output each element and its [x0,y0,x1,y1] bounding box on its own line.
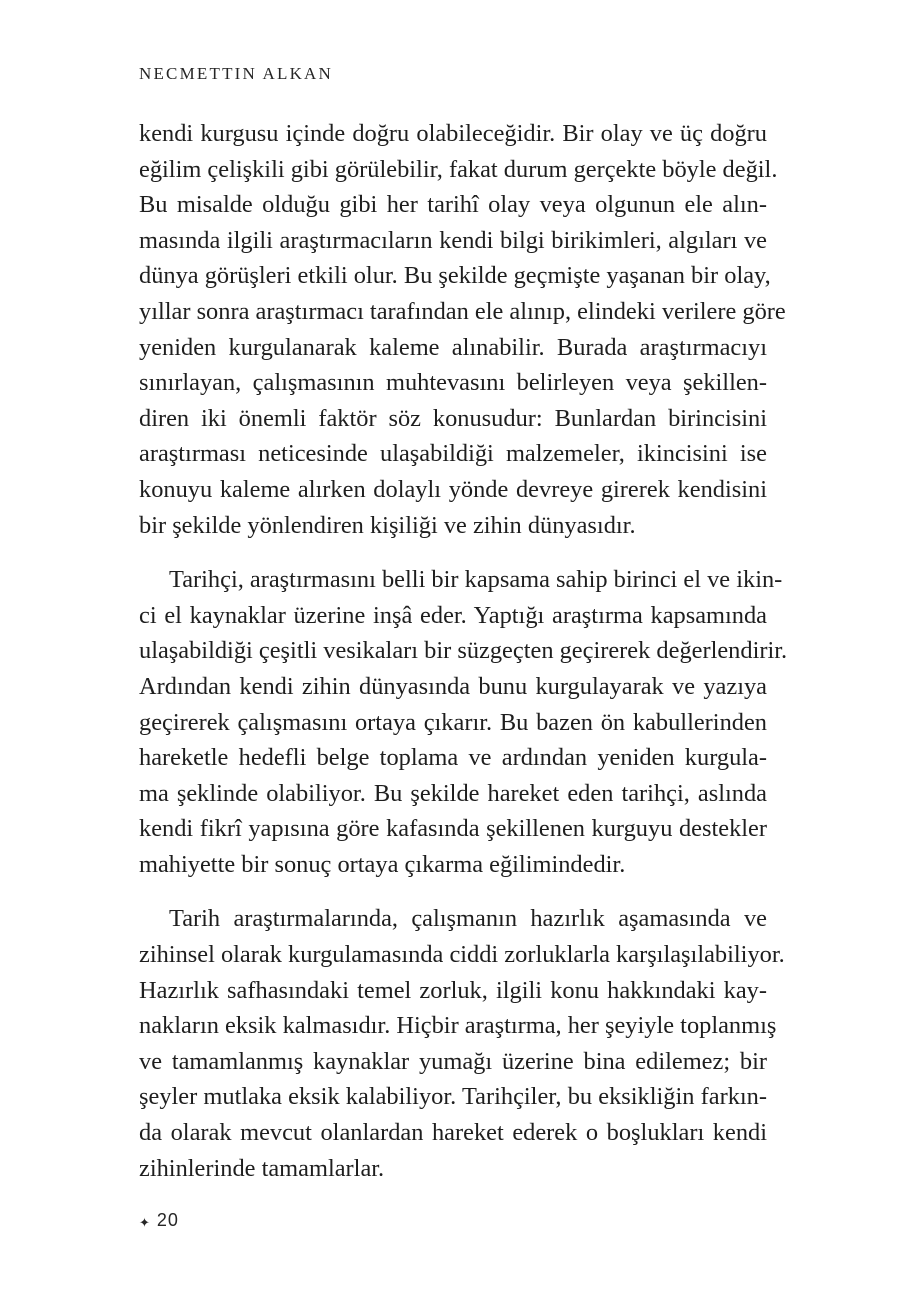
text-line: ma şeklinde olabiliyor. Bu şekilde hareket eden tarihçi, aslında [139,779,767,807]
text-line: ulaşabildiği çeşitli vesikaları bir süzgeçten geçirerek değerlendirir. [139,637,788,665]
text-line: zihinsel olarak kurgulamasında ciddi zorluklarla karşılaşılabiliyor. [139,941,785,969]
paragraph-3 [139,901,785,1186]
ornament-star-icon: ✦ [139,1214,151,1230]
text-line: da olarak mevcut olanlardan hareket ederek o boşlukları kendi [139,1119,767,1147]
body-text [139,116,788,1205]
running-head: NECMETTIN ALKAN [139,64,334,83]
text-line: masında ilgili araştırmacıların kendi bilgi birikimleri, algıları ve [139,226,767,254]
page-number: 20 [156,1210,179,1230]
text-line: zihinlerinde tamamlarlar. [139,1154,385,1182]
text-line: geçirerek çalışmasını ortaya çıkarır. Bu bazen ön kabullerinden [139,708,767,736]
text-line: araştırması neticesinde ulaşabildiği malzemeler, ikincisini ise [139,440,767,468]
text-line: yıllar sonra araştırmacı tarafından ele alınıp, elindeki verilere göre [139,297,786,325]
page-footer [139,1210,179,1231]
text-line: ci el kaynaklar üzerine inşâ eder. Yaptığı araştırma kapsamında [139,601,767,629]
text-line: bir şekilde yönlendiren kişiliği ve zihin dünyasıdır. [139,511,636,539]
text-line: kendi kurgusu içinde doğru olabileceğidir. Bir olay ve üç doğru [139,120,767,147]
text-line: sınırlayan, çalışmasının muhtevasını belirleyen veya şekillen- [139,369,767,397]
paragraph-1 [139,116,786,543]
text-line: Ardından kendi zihin dünyasında bunu kurgulayarak ve yazıya [139,672,767,700]
text-line: ve tamamlanmış kaynaklar yumağı üzerine bina edilemez; bir [139,1047,767,1075]
text-line: şeyler mutlaka eksik kalabiliyor. Tarihçiler, bu eksikliğin farkın- [139,1083,767,1111]
text-line: Tarihçi, araştırmasını belli bir kapsama sahip birinci el ve ikin- [169,566,783,594]
text-line: eğilim çelişkili gibi görülebilir, fakat durum gerçekte böyle değil. [139,155,778,183]
text-line: hareketle hedefli belge toplama ve ardından yeniden kurgula- [139,744,767,772]
text-line: diren iki önemli faktör söz konusudur: Bunlardan birincisini [139,404,767,432]
text-line: dünya görüşleri etkili olur. Bu şekilde geçmişte yaşanan bir olay, [139,262,771,290]
text-line: kendi fikrî yapısına göre kafasında şekillenen kurguyu destekler [139,815,767,843]
text-line: Bu misalde olduğu gibi her tarihî olay veya olgunun ele alın- [139,191,767,219]
text-line: yeniden kurgulanarak kaleme alınabilir. Burada araştırmacıyı [139,333,767,361]
text-line: Hazırlık safhasındaki temel zorluk, ilgili konu hakkındaki kay- [139,976,767,1004]
text-line: konuyu kaleme alırken dolaylı yönde devreye girerek kendisini [139,475,767,503]
paragraph-2 [139,562,788,882]
text-line: mahiyette bir sonuç ortaya çıkarma eğilimindedir. [139,850,626,878]
text-line: nakların eksik kalmasıdır. Hiçbir araştırma, her şeyiyle toplanmış [139,1012,777,1040]
text-line: Tarih araştırmalarında, çalışmanın hazırlık aşamasında ve [169,905,767,933]
